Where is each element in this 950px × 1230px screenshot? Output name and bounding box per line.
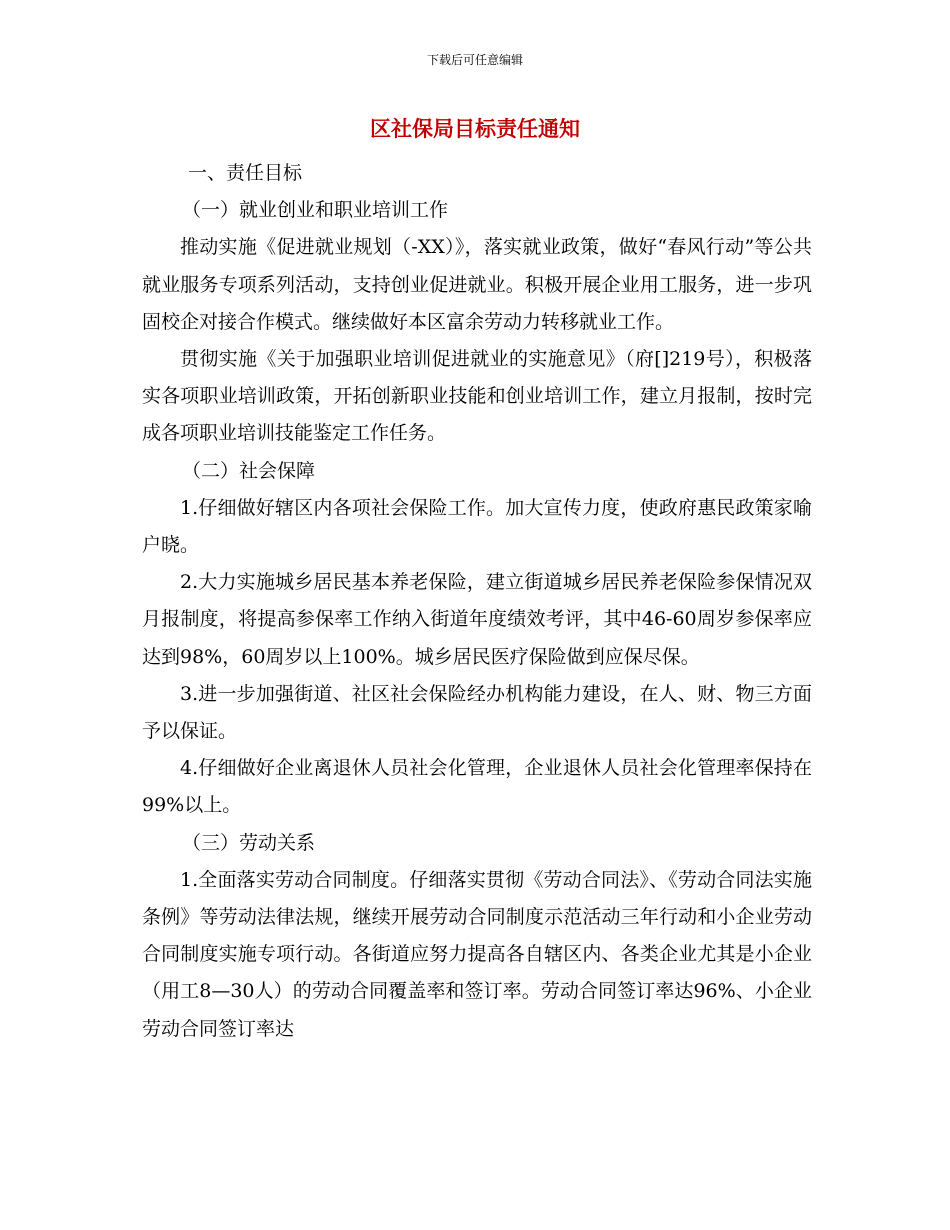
section-heading-responsibility-goals: 一、责任目标	[188, 162, 303, 184]
subsection-heading-employment: （一）就业创业和职业培训工作	[182, 199, 449, 222]
paragraph-labor-item-1: 1.全面落实劳动合同制度。仔细落实贯彻《劳动合同法》、《劳动合同法实施条例》等劳动法律法规，继续开展劳动合同制度示范活动三年行动和小企业劳动合同制度实施专项行动。各街道应努力提高各自辖区内、各类企业尤其是小企业（用工8—30人）的劳动合同覆盖率和签订率。劳动合同签订率达96%、小企业劳动合同签订率达	[142, 868, 812, 1040]
paragraph-social-security-item-4: 4.仔细做好企业离退休人员社会化管理，企业退休人员社会化管理率保持在99%以上。	[142, 757, 812, 817]
paragraph-social-security-item-2: 2.大力实施城乡居民基本养老保险，建立街道城乡居民养老保险参保情况双月报制度，将提高参保率工作纳入街道年度绩效考评，其中46-60周岁参保率应达到98%，60周岁以上100%。城乡居民医疗保险做到应保尽保。	[142, 571, 812, 668]
document-body	[142, 155, 812, 1048]
paragraph-employment-plan: 推动实施《促进就业规划（-XX）》，落实就业政策，做好“春风行动”等公共就业服务专项系列活动，支持创业促进就业。积极开展企业用工服务，进一步巩固校企对接合作模式。继续做好本区富余劳动力转移就业工作。	[142, 236, 812, 333]
document-title: 区社保局目标责任通知	[370, 117, 580, 141]
page-header-note: 下载后可任意编辑	[426, 53, 523, 67]
paragraph-social-security-item-3: 3.进一步加强街道、社区社会保险经办机构能力建设，在人、财、物三方面予以保证。	[142, 682, 812, 743]
paragraph-vocational-training: 贯彻实施《关于加强职业培训促进就业的实施意见》（府[]219号），积极落实各项职业培训政策，开拓创新职业技能和创业培训工作，建立月报制，按时完成各项职业培训技能鉴定工作任务。	[142, 348, 812, 445]
paragraph-social-security-item-1: 1.仔细做好辖区内各项社会保险工作。加大宣传力度，使政府惠民政策家喻户晓。	[142, 496, 812, 557]
subsection-heading-labor-relations: （三）劳动关系	[182, 831, 316, 854]
subsection-heading-social-security: （二）社会保障	[182, 459, 316, 482]
